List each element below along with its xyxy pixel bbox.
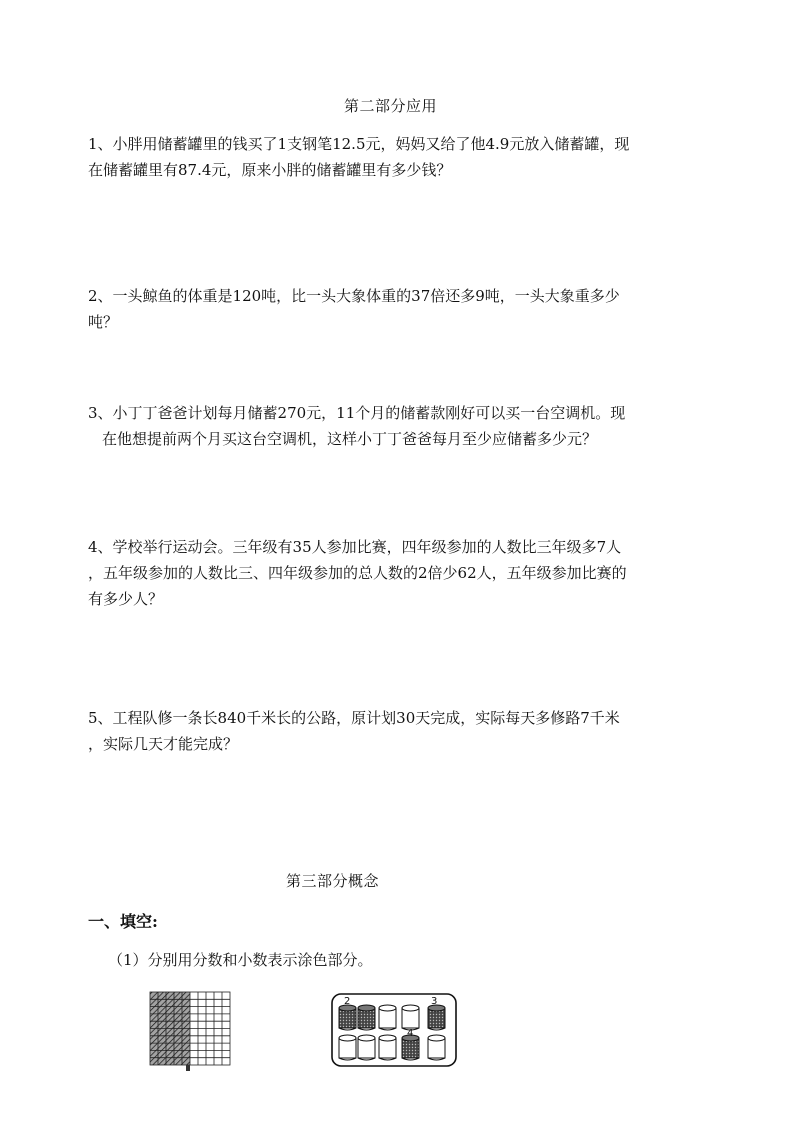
question-line: 在储蓄罐里有87.4元，原来小胖的储蓄罐里有多少钱？ <box>88 161 452 179</box>
part2-title: 第二部分应用 <box>344 97 438 115</box>
question-line: 1、小胖用储蓄罐里的钱买了1支钢笔12.5元，妈妈又给了他4.9元放入储蓄罐，现 <box>88 135 630 153</box>
can-label: 3 <box>431 996 438 1007</box>
can <box>358 1005 375 1030</box>
can <box>339 1035 356 1060</box>
question-2 <box>88 283 713 335</box>
can <box>358 1035 375 1060</box>
question-4 <box>88 534 713 612</box>
grid-tab-mark <box>186 1065 190 1071</box>
can <box>379 1035 396 1060</box>
question-3 <box>88 400 713 452</box>
cans-box-figure <box>330 992 458 1068</box>
can <box>428 1035 445 1060</box>
question-line: 有多少人？ <box>88 590 164 608</box>
can-label: 2 <box>344 996 351 1007</box>
fill-blank-heading: 一、填空: <box>88 912 158 931</box>
hundred-grid-figure <box>148 990 232 1074</box>
can-label: 4 <box>407 1028 414 1039</box>
can <box>379 1005 396 1030</box>
can <box>402 1005 419 1030</box>
can <box>428 1005 445 1030</box>
question-line: 在他想提前两个月买这台空调机，这样小丁丁爸爸每月至少应储蓄多少元？ <box>102 430 598 448</box>
question-line: ，五年级参加的人数比三、四年级参加的总人数的2倍少62人，五年级参加比赛的 <box>88 564 627 582</box>
question-line: 4、学校举行运动会。三年级有35人参加比赛，四年级参加的人数比三年级多7人 <box>88 538 622 556</box>
can <box>339 1005 356 1030</box>
question-line: 3、小丁丁爸爸计划每月储蓄270元，11个月的储蓄款刚好可以买一台空调机。现 <box>88 404 626 422</box>
question-line: 吨？ <box>88 313 119 331</box>
question-line: 2、一头鲸鱼的体重是120吨，比一头大象体重的37倍还多9吨，一头大象重多少 <box>88 287 620 305</box>
question-5 <box>88 705 713 757</box>
part3-title: 第三部分概念 <box>286 872 380 890</box>
sub-question-1: （1）分别用分数和小数表示涂色部分。 <box>108 951 373 969</box>
question-1 <box>88 131 713 183</box>
question-line: ，实际几天才能完成？ <box>88 735 239 753</box>
question-line: 5、工程队修一条长840千米长的公路，原计划30天完成，实际每天多修路7千米 <box>88 709 620 727</box>
